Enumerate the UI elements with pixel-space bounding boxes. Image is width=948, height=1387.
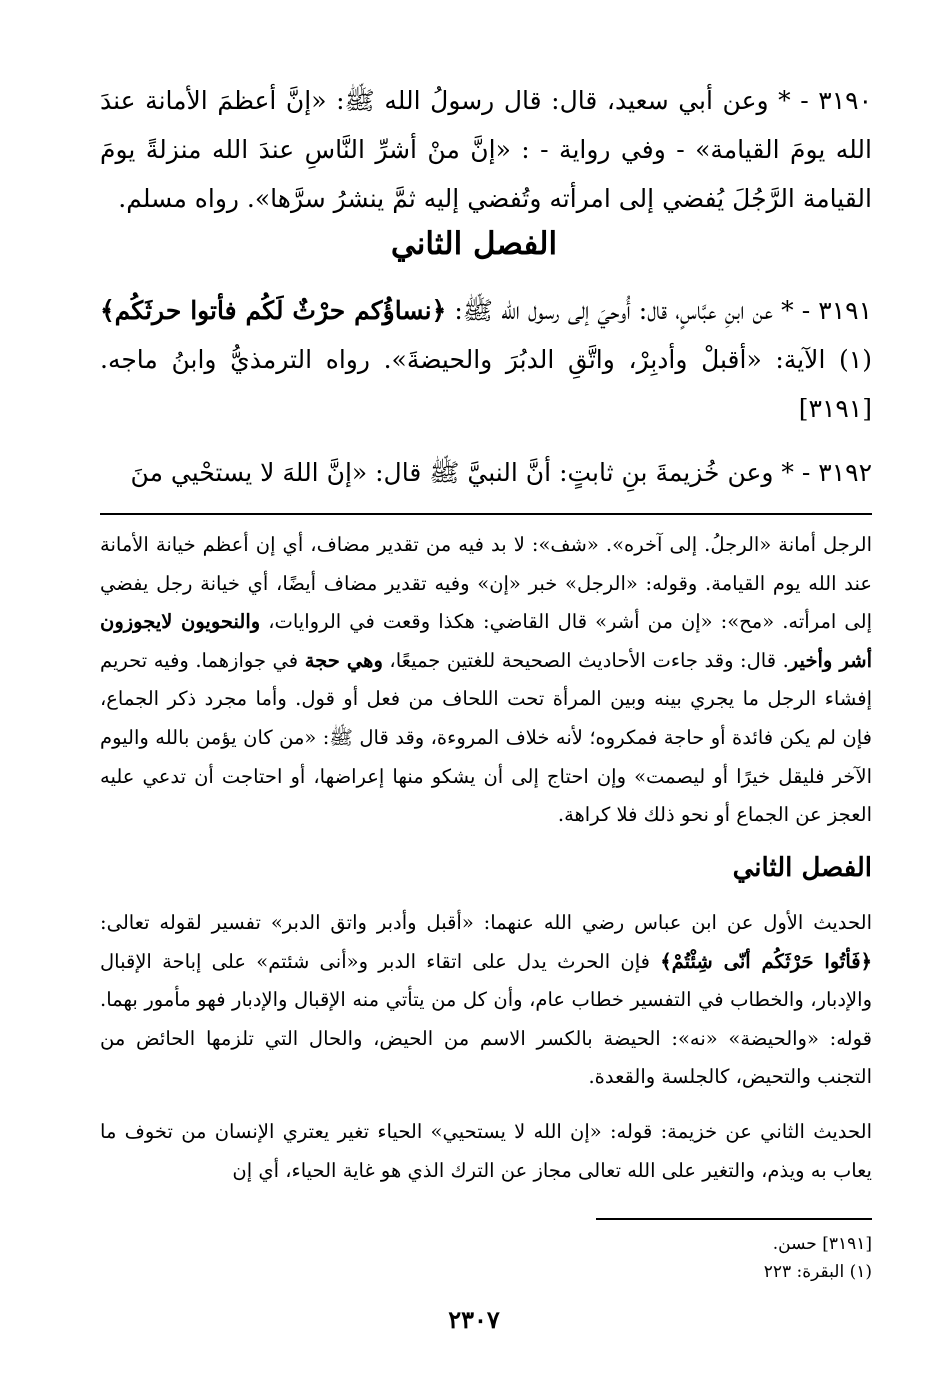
commentary-paragraph-3 xyxy=(100,1113,872,1190)
commentary-text: الحديث الثاني عن خزيمة: قوله: «إن الله لا يستحيي» الحياء تغير يعتري الإنسان من تخوف ما يعاب به ويذم، والتغير على الله تعالى مجاز عن الترك الذي هو غاية الحياء، أي إن xyxy=(100,1120,872,1182)
section-heading-commentary: الفصل الثاني xyxy=(732,853,872,883)
hadith-3191-rest: (١) الآية: «أقبلْ وأدبِرْ، واتَّقِ الدبُرَ والحيضةَ». رواه الترمذيُّ وابنُ ماجه. [٣١٩١] xyxy=(100,345,872,423)
commentary-bold: والنحويون لايجوزون أشر وأخير xyxy=(100,610,872,672)
footnote-grade: [٣١٩١] حسن. xyxy=(772,1234,872,1254)
hadith-3191-intro: ٣١٩١ - * عن ابنِ عبَّاسٍ، قال: أُوحيَ إلى رسول الله ﷺ: xyxy=(446,296,873,325)
footnotes xyxy=(764,1230,872,1286)
hadith-3190-text: ٣١٩٠ - * وعن أبي سعيد، قال: قال رسولُ الله ﷺ: «إنَّ أعظمَ الأمانة عندَ الله يومَ القيامة» - وفي رواية - : «إنَّ منْ أشرِّ النَّاسِ عندَ الله منزلةً يومَ القيامة الرَّجُلَ يُفضي إلى امرأته وتُفضي إليه ثمَّ ينشرُ سرَّها». رواه مسلم. xyxy=(100,86,873,213)
commentary-text: الحديث الأول عن ابن عباس رضي الله عنهما: «أقبل وأدبر واتق الدبر» تفسير لقوله تعالى: xyxy=(100,911,872,934)
commentary-text: الرجل أمانة «الرجلُ. إلى آخره». «شف»: لا بد فيه من تقدير مضاف، أي إن أعظم خيانة الأمانة عند الله يوم القيامة. وقوله: «الرجل» خبر «إن» وفيه تقدير مضاف أيضًا، أي خيانة رجل يفضي إلى امرأته. «مح»: «إن من أشر» قال القاضي: هكذا وقعت في الروايات، xyxy=(100,533,872,634)
commentary-bold: وهي حجة xyxy=(304,648,383,672)
commentary-paragraph-2 xyxy=(100,904,872,1097)
hadith-3192-text: ٣١٩٢ - * وعن خُزيمةَ بنِ ثابتٍ: أنَّ النبيَّ ﷺ قال: «إنَّ اللهَ لا يستحْيي منَ xyxy=(130,458,872,487)
section-heading-main: الفصل الثاني xyxy=(390,226,558,262)
text-commentary-divider xyxy=(100,513,872,515)
hadith-3192 xyxy=(100,448,872,497)
commentary-paragraph-1 xyxy=(100,526,872,835)
commentary-text: فإن الحرث يدل على اتقاء الدبر و«أنى شئتم» على إباحة الإقبال والإدبار، والخطاب في التفسير خطاب عام، وأن كل من يتأتي منه الإقبال والإدبار فهو مأمور بهما. قوله: «والحيضة» «نه»: الحيضة بالكسر الاسم من الحيض، والحال التي تلزمها الحائض من التجنب والتحيض، كالجلسة والقعدة. xyxy=(100,949,872,1089)
quran-verse: ﴿نساؤُكم حرْثٌ لَكُم فأتوا حرثَكُم﴾ xyxy=(100,296,447,325)
hadith-3190 xyxy=(100,76,872,223)
hadith-3191 xyxy=(100,286,872,433)
footnote-rule xyxy=(596,1218,872,1220)
footnote-reference: (١) البقرة: ٢٢٣ xyxy=(763,1262,872,1282)
quran-verse: ﴿فَأتُوا حَرْثَكُم أنّى شِئْتُمْ﴾ xyxy=(660,949,873,973)
page-number: ٢٣٠٧ xyxy=(448,1305,500,1334)
commentary-text: . قال: وقد جاءت الأحاديث الصحيحة للغتين جميعًا، xyxy=(382,648,789,672)
commentary-text: في جوازهما. وفيه تحريم إفشاء الرجل ما يجري بينه وبين المرأة تحت اللحاف من فعل أو قول. وأما مجرد ذكر الجماع، فإن لم يكن فائدة أو حاجة فمكروه؛ لأنه خلاف المروءة، وقد قال ﷺ: «من كان يؤمن بالله واليوم الآخر فليقل خيرًا أو ليصمت» وإن احتاج إلى أن يشكو منها إعراضها، أو احتاجت أن تدعي عليه العجز عن الجماع أو نحو ذلك فلا كراهة. xyxy=(100,648,872,827)
